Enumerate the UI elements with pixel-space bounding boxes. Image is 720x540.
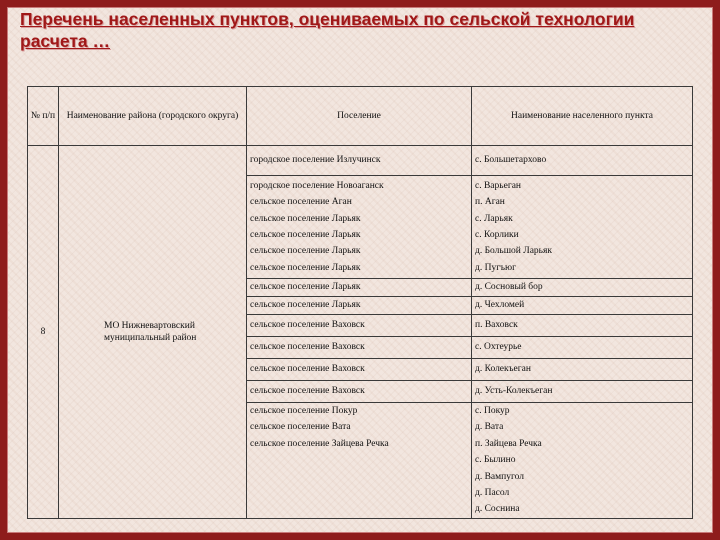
locality-name: с. Былино	[475, 455, 516, 466]
settlement-cell	[247, 337, 472, 359]
table-row	[28, 146, 693, 176]
settlement-name: городское поселение Новоаганск	[250, 180, 384, 191]
settlement-name: сельское поселение Ваховск	[250, 364, 365, 375]
settlement-name: сельское поселение Вата	[250, 422, 351, 433]
header-number: № п/п	[28, 87, 59, 146]
locality-name: с. Большетархово	[475, 155, 547, 166]
locality-name: с. Охтеурье	[475, 342, 522, 353]
locality-name: с. Ларьяк	[475, 213, 513, 224]
locality-cell	[472, 279, 693, 297]
table-body	[28, 146, 693, 519]
settlement-name: сельское поселение Ваховск	[250, 320, 365, 331]
locality-cell	[472, 297, 693, 315]
settlement-name	[250, 469, 471, 485]
locality-name: д. Усть-Колекъеган	[475, 386, 553, 397]
settlement-name: сельское поселение Ваховск	[250, 342, 365, 353]
settlement-name: городское поселение Излучинск	[250, 155, 381, 166]
settlement-name: сельское поселение Ларьяк	[250, 282, 361, 293]
locality-name: с. Корлики	[475, 230, 519, 240]
locality-cell	[472, 381, 693, 403]
locality-name: п. Зайцева Речка	[475, 438, 542, 449]
locality-name: д. Большой Ларьяк	[475, 246, 552, 257]
settlement-name	[250, 452, 471, 468]
settlement-cell	[247, 297, 472, 315]
locality-cell	[472, 176, 693, 279]
settlement-name: сельское поселение Ларьяк	[250, 230, 361, 240]
settlement-cell	[247, 381, 472, 403]
locality-name: д. Колекъеган	[475, 364, 531, 375]
localities-table	[27, 86, 693, 519]
header-settlement: Поселение	[247, 87, 472, 146]
locality-name: д. Чехломей	[475, 300, 525, 311]
settlement-name: сельское поселение Ларьяк	[250, 300, 361, 311]
locality-cell	[472, 146, 693, 176]
header-district: Наименование района (городского округа)	[59, 87, 247, 146]
page-title: Перечень населенных пунктов, оцениваемых по сельской технологии расчета …	[20, 9, 635, 51]
locality-name: д. Вампугол	[475, 471, 525, 482]
locality-name: п. Аган	[475, 197, 505, 208]
settlement-name: сельское поселение Ваховск	[250, 386, 365, 397]
settlement-cell	[247, 146, 472, 176]
locality-cell	[472, 403, 693, 519]
settlement-name: сельское поселение Зайцева Речка	[250, 438, 389, 449]
locality-name: д. Вата	[475, 422, 504, 433]
settlement-name: сельское поселение Покур	[250, 406, 358, 416]
settlement-name	[250, 501, 471, 517]
row-number-cell: 8	[28, 146, 59, 519]
locality-cell	[472, 337, 693, 359]
settlement-cell	[247, 176, 472, 279]
settlement-name: сельское поселение Ларьяк	[250, 246, 361, 257]
locality-cell	[472, 359, 693, 381]
settlement-cell	[247, 279, 472, 297]
locality-name: с. Варьеган	[475, 180, 522, 191]
settlement-name: сельское поселение Ларьяк	[250, 262, 361, 273]
settlement-cell	[247, 403, 472, 519]
settlement-cell	[247, 359, 472, 381]
locality-name: д. Пасол	[475, 487, 510, 498]
settlement-name: сельское поселение Аган	[250, 197, 352, 208]
locality-name: с. Покур	[475, 406, 510, 416]
settlement-name	[250, 485, 471, 501]
table-header-row	[28, 87, 693, 146]
header-locality: Наименование населенного пункта	[472, 87, 693, 146]
locality-name: д. Пугъюг	[475, 262, 516, 273]
district-cell: МО Нижневартовский муниципальный район	[59, 146, 247, 519]
locality-cell	[472, 315, 693, 337]
locality-name: д. Сосновый бор	[475, 282, 543, 293]
settlement-cell	[247, 315, 472, 337]
locality-name: п. Ваховск	[475, 320, 518, 331]
settlement-name: сельское поселение Ларьяк	[250, 213, 361, 224]
locality-name: д. Соснина	[475, 504, 520, 515]
